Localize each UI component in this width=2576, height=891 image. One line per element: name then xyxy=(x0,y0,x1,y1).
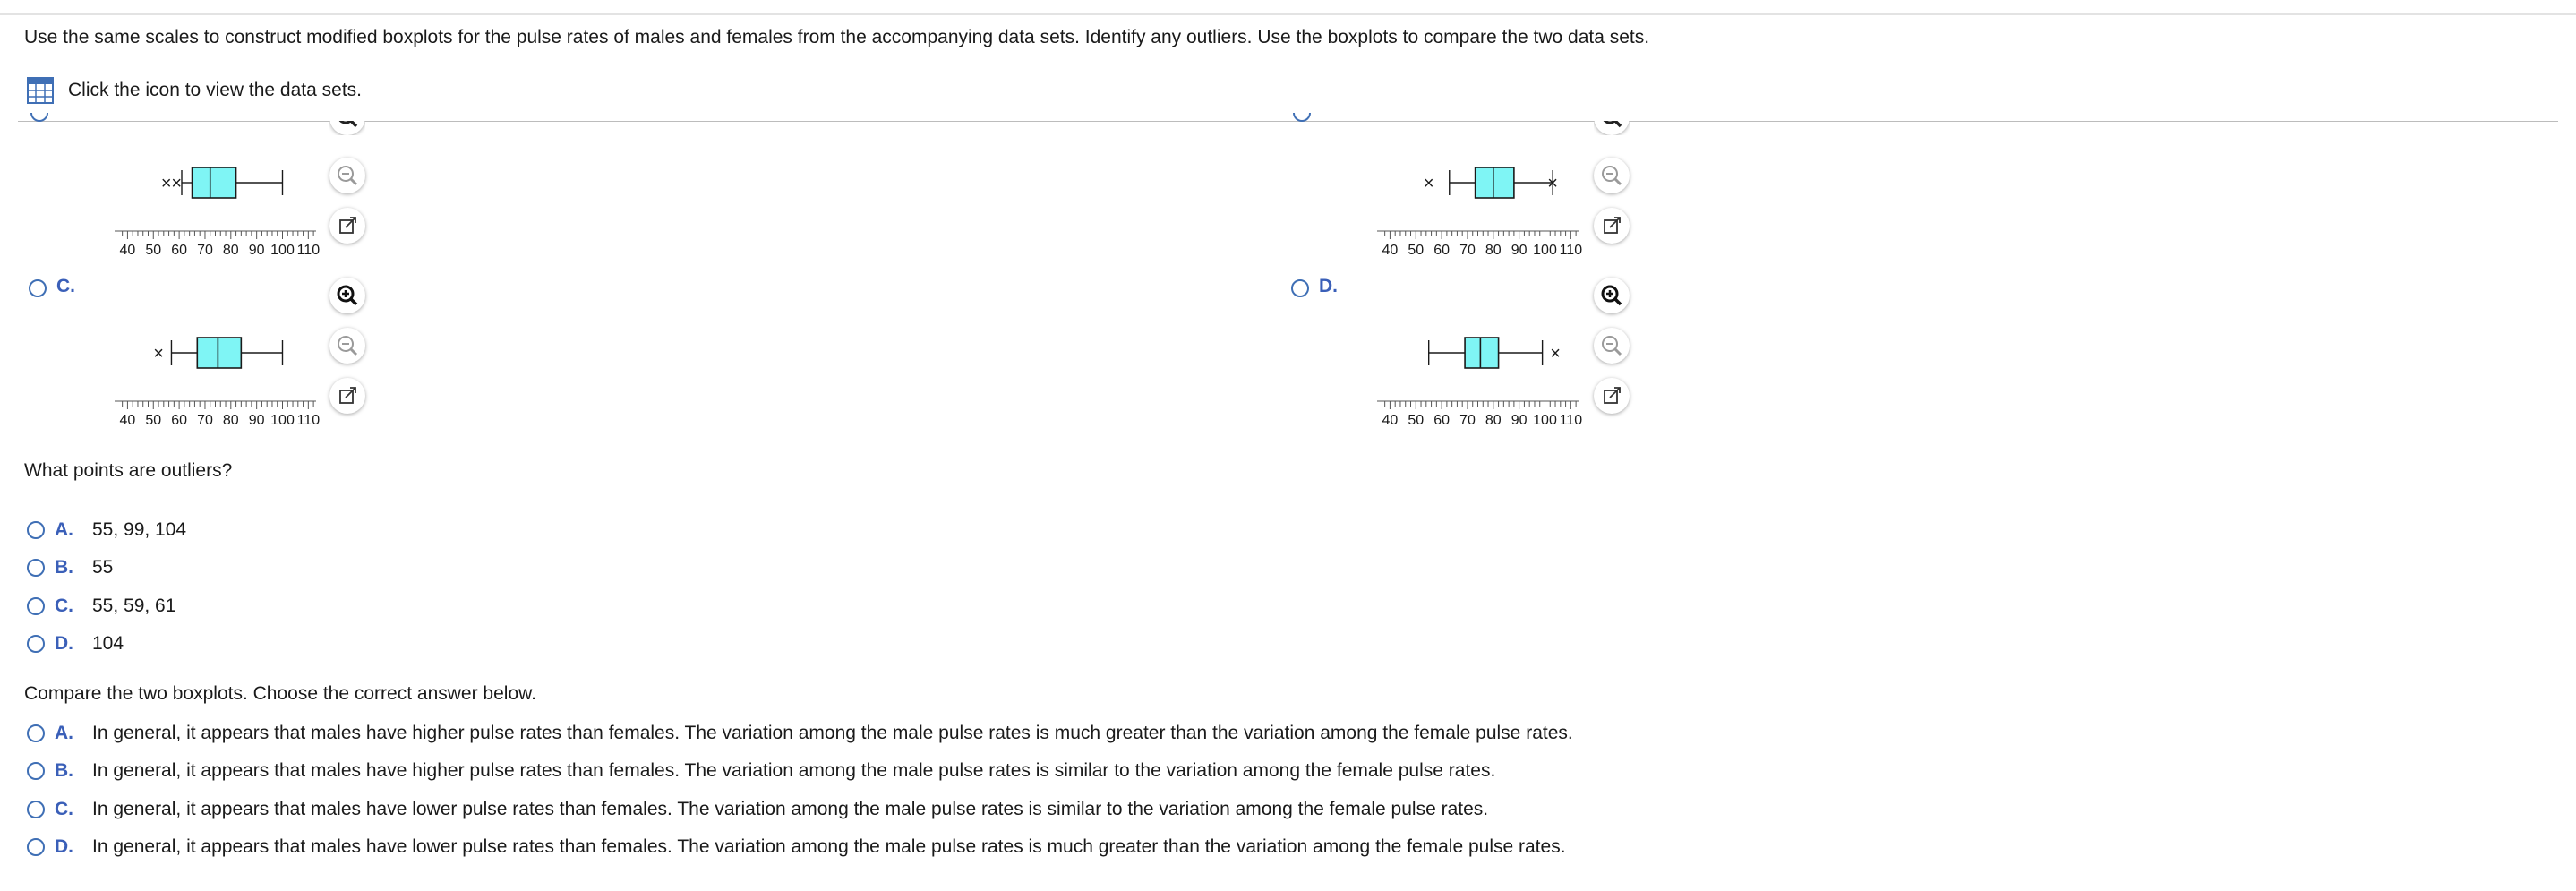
outlier-mark: × xyxy=(1423,174,1434,193)
zoom-in-button-d[interactable] xyxy=(1594,278,1630,313)
tick-label: 70 xyxy=(197,243,213,258)
zoom-out-button-a[interactable] xyxy=(329,158,365,193)
tick-label: 110 xyxy=(296,413,321,428)
choice-text: 55, 59, 61 xyxy=(92,595,176,616)
compare-choice-c[interactable] xyxy=(27,799,1488,820)
outliers-choice-c-radio[interactable] xyxy=(27,597,45,615)
zoom-out-icon xyxy=(329,328,365,364)
choice-text: 104 xyxy=(92,633,124,654)
tick-label: 90 xyxy=(1511,413,1528,428)
choice-text: In general, it appears that males have lower pulse rates than females. The variation among the male pulse rates is much greater than the variation among the female pulse rates. xyxy=(92,836,1566,857)
tick-label: 80 xyxy=(1485,413,1502,428)
compare-question-prompt: Compare the two boxplots. Choose the correct answer below. xyxy=(24,683,536,704)
choice-text: In general, it appears that males have higher pulse rates than females. The variation among the male pulse rates is much greater than the variation among the female pulse rates. xyxy=(92,723,1573,743)
choice-letter: B. xyxy=(55,760,73,781)
view-data-sets-label: Click the icon to view the data sets. xyxy=(68,80,362,100)
choice-letter: D. xyxy=(55,836,73,857)
option-d-letter: D. xyxy=(1319,276,1338,296)
outliers-choice-b-radio[interactable] xyxy=(27,559,45,577)
zoom-out-icon xyxy=(329,158,365,193)
outlier-mark: × xyxy=(1547,174,1558,193)
box-iqr xyxy=(1476,167,1514,198)
box-iqr xyxy=(197,338,241,368)
zoom-out-icon xyxy=(1594,328,1630,364)
tick-label: 110 xyxy=(296,243,321,258)
tick-label: 40 xyxy=(119,243,136,258)
tick-label: 110 xyxy=(1559,243,1583,258)
popout-icon xyxy=(329,378,365,414)
option-d-radio[interactable] xyxy=(1291,279,1309,297)
zoom-in-button-c[interactable] xyxy=(329,278,365,313)
tick-label: 40 xyxy=(1382,413,1399,428)
popout-button-c[interactable] xyxy=(329,378,365,414)
tick-label: 100 xyxy=(1533,413,1557,428)
outliers-question-prompt: What points are outliers? xyxy=(24,460,233,481)
popout-button-d[interactable] xyxy=(1594,378,1630,414)
outlier-mark: × xyxy=(160,174,172,193)
box-iqr xyxy=(1465,338,1499,368)
zoom-out-icon xyxy=(1594,158,1630,193)
boxplot-option-a xyxy=(106,152,329,260)
compare-choice-a[interactable] xyxy=(27,723,1573,744)
zoom-out-button-c[interactable] xyxy=(329,328,365,364)
tick-label: 50 xyxy=(145,413,162,428)
boxplot-option-c xyxy=(106,322,329,430)
tick-label: 60 xyxy=(171,243,188,258)
tick-label: 60 xyxy=(1433,243,1451,258)
instruction-text: Use the same scales to construct modified boxplots for the pulse rates of males and females from the accompanying data sets. Identify any outliers. Use the boxplots to compare the two data sets. xyxy=(24,27,1650,47)
popout-icon xyxy=(1594,208,1630,244)
tick-label: 100 xyxy=(270,243,295,258)
scroll-area-divider xyxy=(18,121,2558,122)
choice-letter: B. xyxy=(55,557,73,578)
tick-label: 40 xyxy=(1382,243,1399,258)
tick-label: 60 xyxy=(171,413,188,428)
tick-label: 90 xyxy=(248,243,265,258)
outliers-choice-a-radio[interactable] xyxy=(27,521,45,539)
option-c-radio[interactable] xyxy=(29,279,47,297)
tick-label: 40 xyxy=(119,413,136,428)
popout-icon xyxy=(1594,378,1630,414)
choice-letter: A. xyxy=(55,519,73,540)
choice-text: In general, it appears that males have higher pulse rates than females. The variation among the male pulse rates is similar to the variation among the female pulse rates. xyxy=(92,760,1496,781)
tick-label: 110 xyxy=(1559,413,1583,428)
outlier-mark: × xyxy=(171,174,183,193)
outliers-choice-b[interactable] xyxy=(27,557,113,578)
choice-text: 55 xyxy=(92,557,114,578)
compare-choice-d[interactable] xyxy=(27,836,1566,858)
outlier-mark: × xyxy=(1550,344,1561,364)
boxplot-option-d xyxy=(1368,322,1592,430)
tick-label: 100 xyxy=(270,413,295,428)
table-grid-icon[interactable] xyxy=(27,77,54,104)
compare-choice-b-radio[interactable] xyxy=(27,762,45,780)
tick-label: 80 xyxy=(222,413,239,428)
tick-label: 70 xyxy=(1459,243,1476,258)
tick-label: 50 xyxy=(1408,413,1425,428)
tick-label: 70 xyxy=(1459,413,1476,428)
tick-label: 50 xyxy=(145,243,162,258)
zoom-in-icon xyxy=(1594,278,1630,313)
zoom-in-button-b-clipped[interactable] xyxy=(1594,121,1630,135)
zoom-out-button-d[interactable] xyxy=(1594,328,1630,364)
zoom-in-button-a-clipped[interactable] xyxy=(329,121,365,135)
choice-text: 55, 99, 104 xyxy=(92,519,187,540)
zoom-out-button-b[interactable] xyxy=(1594,158,1630,193)
compare-choice-b[interactable] xyxy=(27,760,1495,782)
choice-text: In general, it appears that males have lower pulse rates than females. The variation among the male pulse rates is similar to the variation among the female pulse rates. xyxy=(92,799,1489,819)
tick-label: 80 xyxy=(1485,243,1502,258)
popout-button-a[interactable] xyxy=(329,208,365,244)
view-data-sets-link[interactable] xyxy=(27,77,362,104)
compare-choice-d-radio[interactable] xyxy=(27,838,45,856)
outliers-choice-c[interactable] xyxy=(27,595,175,617)
tick-label: 70 xyxy=(197,413,213,428)
top-divider xyxy=(0,13,2576,15)
popout-icon xyxy=(329,208,365,244)
tick-label: 80 xyxy=(222,243,239,258)
choice-letter: D. xyxy=(55,633,73,654)
box-iqr xyxy=(193,167,236,198)
tick-label: 50 xyxy=(1408,243,1425,258)
boxplot-option-b xyxy=(1368,152,1592,260)
option-c-letter: C. xyxy=(56,276,75,296)
tick-label: 60 xyxy=(1433,413,1451,428)
outliers-choice-d[interactable] xyxy=(27,633,124,655)
outlier-mark: × xyxy=(153,344,164,364)
tick-label: 90 xyxy=(1511,243,1528,258)
popout-button-b[interactable] xyxy=(1594,208,1630,244)
choice-letter: C. xyxy=(55,799,73,819)
zoom-in-icon xyxy=(329,278,365,313)
tick-label: 90 xyxy=(248,413,265,428)
tick-label: 100 xyxy=(1533,243,1557,258)
compare-choice-a-radio[interactable] xyxy=(27,724,45,742)
compare-choice-c-radio[interactable] xyxy=(27,801,45,818)
choice-letter: C. xyxy=(55,595,73,616)
outliers-choice-a[interactable] xyxy=(27,519,186,541)
outliers-choice-d-radio[interactable] xyxy=(27,635,45,653)
choice-letter: A. xyxy=(55,723,73,743)
